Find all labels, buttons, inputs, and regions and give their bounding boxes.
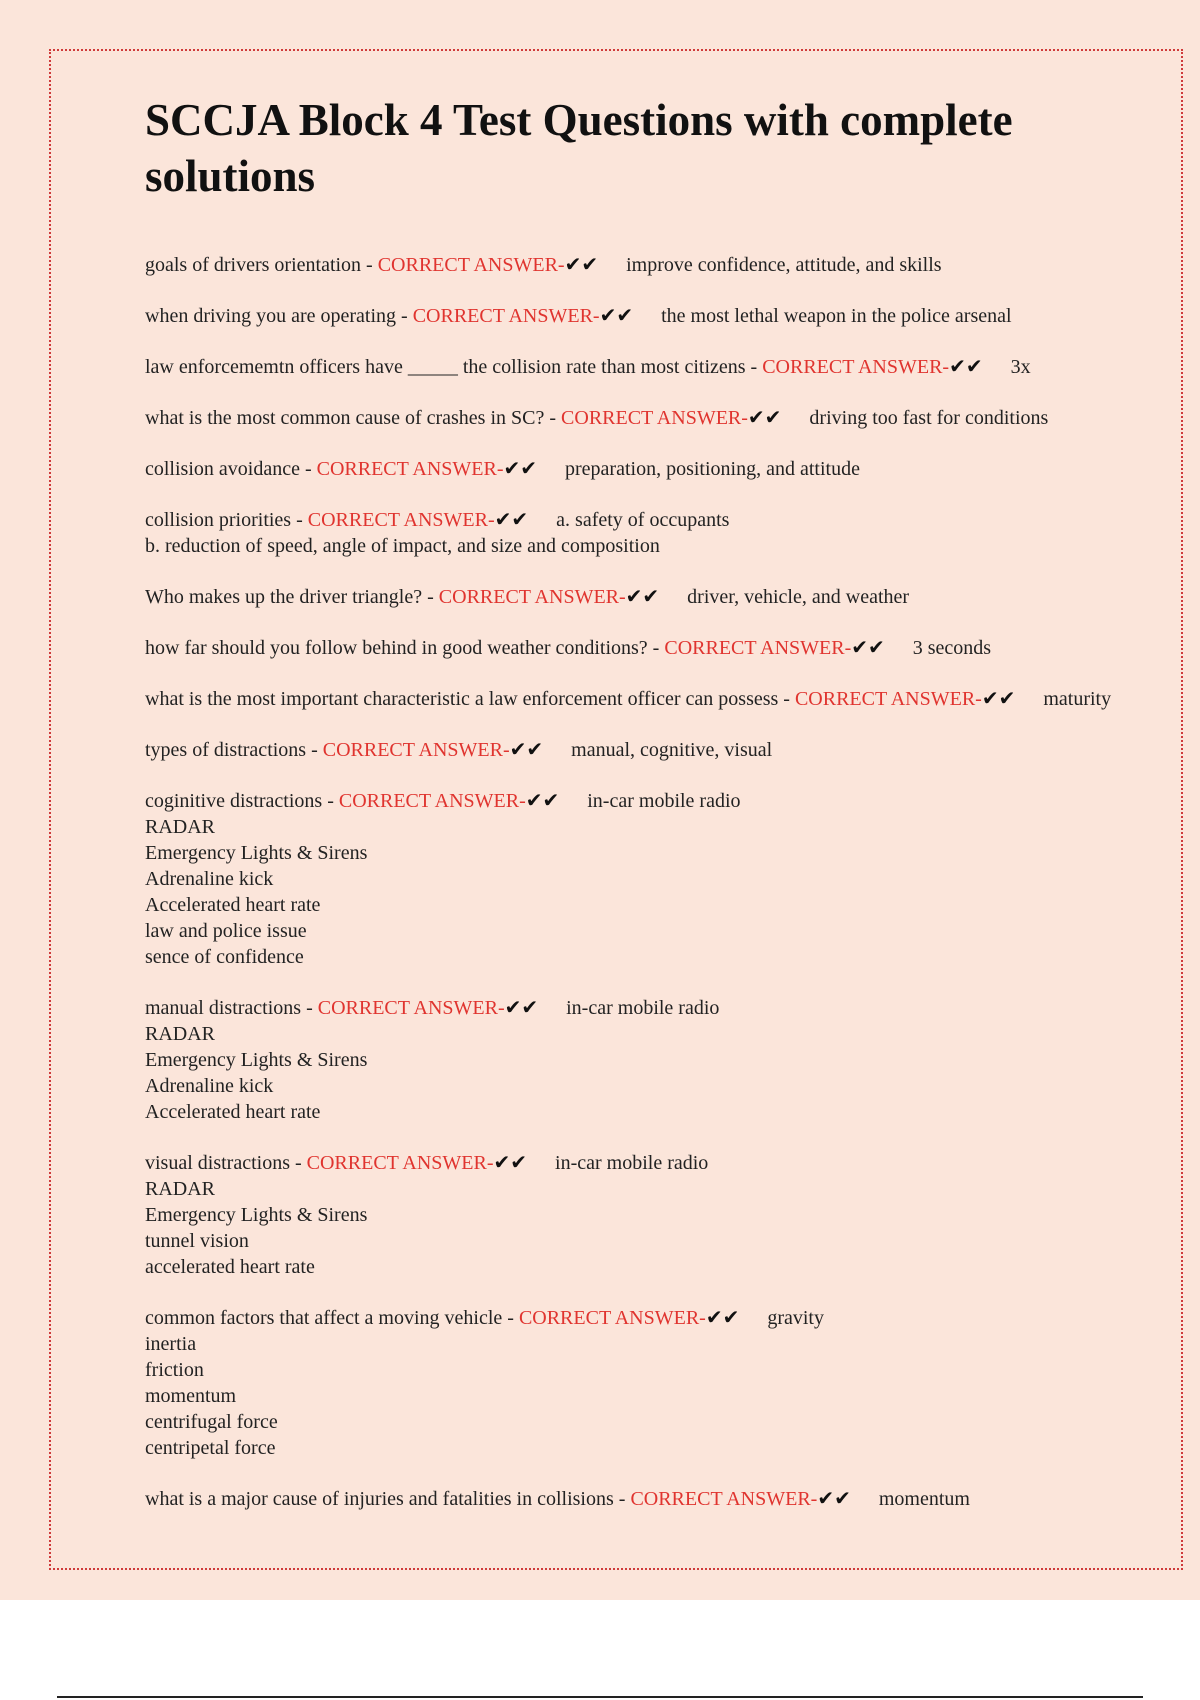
answer-line: Emergency Lights & Sirens <box>145 1049 368 1071</box>
qa-first-line <box>145 737 1155 763</box>
qa-item <box>145 584 1155 610</box>
qa-first-line <box>145 405 1155 431</box>
answer-line: Accelerated heart rate <box>145 1101 321 1123</box>
checkmark-icon: ✔✔ <box>625 586 660 608</box>
correct-answer-tag: CORRECT ANSWER- <box>438 586 626 608</box>
question-text: Who makes up the driver triangle? - <box>145 586 439 608</box>
qa-item <box>145 456 1155 482</box>
answer-line: accelerated heart rate <box>145 1256 315 1278</box>
correct-answer-tag: CORRECT ANSWER- <box>377 254 565 276</box>
qa-item <box>145 737 1155 763</box>
question-text: what is a major cause of injuries and fatalities in collisions - <box>145 1488 631 1510</box>
checkmark-icon: ✔✔ <box>564 254 599 276</box>
correct-answer-tag: CORRECT ANSWER- <box>630 1488 818 1510</box>
question-text: what is the most common cause of crashes in SC? - <box>145 407 562 429</box>
qa-first-line <box>145 252 1155 278</box>
answer-line: Emergency Lights & Sirens <box>145 1204 368 1226</box>
question-text: what is the most important characteristic a law enforcement officer can possess - <box>145 688 795 710</box>
answer-text: in-car mobile radio <box>555 1152 709 1174</box>
qa-first-line <box>145 1486 1155 1512</box>
correct-answer-tag: CORRECT ANSWER- <box>561 407 748 429</box>
correct-answer-tag: CORRECT ANSWER- <box>664 637 852 659</box>
qa-first-line <box>145 686 1155 712</box>
question-text: visual distractions - <box>145 1152 307 1174</box>
answer-text: preparation, positioning, and attitude <box>565 458 860 480</box>
answer-text: momentum <box>878 1488 970 1510</box>
checkmark-icon: ✔✔ <box>504 997 539 1019</box>
qa-first-line <box>145 354 1155 380</box>
answer-text: driving too fast for conditions <box>809 407 1049 429</box>
checkmark-icon: ✔✔ <box>503 458 538 480</box>
checkmark-icon: ✔✔ <box>599 305 634 327</box>
question-text: collision avoidance - <box>145 458 317 480</box>
checkmark-icon: ✔✔ <box>493 1152 528 1174</box>
answer-line: RADAR <box>145 1023 216 1045</box>
checkmark-icon: ✔✔ <box>509 739 544 761</box>
answer-line: inertia <box>145 1333 197 1355</box>
correct-answer-tag: CORRECT ANSWER- <box>338 790 526 812</box>
qa-first-line <box>145 1150 1155 1176</box>
qa-first-line <box>145 456 1155 482</box>
answer-line: momentum <box>145 1385 237 1407</box>
qa-first-line <box>145 1305 1155 1331</box>
qa-item <box>145 1486 1155 1512</box>
qa-item <box>145 686 1155 712</box>
checkmark-icon: ✔✔ <box>705 1307 740 1329</box>
correct-answer-tag: CORRECT ANSWER- <box>317 997 505 1019</box>
checkmark-icon: ✔✔ <box>494 509 529 531</box>
qa-item <box>145 995 1155 1125</box>
qa-item <box>145 788 1155 970</box>
qa-item <box>145 354 1155 380</box>
document-body <box>145 92 1155 1537</box>
document-title: SCCJA Block 4 Test Questions with complete solutions <box>145 95 1013 201</box>
question-text: collision priorities - <box>145 509 308 531</box>
qa-item <box>145 303 1155 329</box>
correct-answer-tag: CORRECT ANSWER- <box>307 509 495 531</box>
answer-line: Accelerated heart rate <box>145 894 321 916</box>
answer-text: maturity <box>1043 688 1112 710</box>
question-text: common factors that affect a moving vehicle - <box>145 1307 519 1329</box>
question-text: coginitive distractions - <box>145 790 339 812</box>
answer-text: in-car mobile radio <box>587 790 741 812</box>
correct-answer-tag: CORRECT ANSWER- <box>306 1152 494 1174</box>
correct-answer-tag: CORRECT ANSWER- <box>316 458 504 480</box>
qa-list <box>145 252 1155 1512</box>
qa-item <box>145 405 1155 431</box>
answer-text: driver, vehicle, and weather <box>687 586 910 608</box>
answer-line: friction <box>145 1359 204 1381</box>
correct-answer-tag: CORRECT ANSWER- <box>762 356 950 378</box>
checkmark-icon: ✔✔ <box>851 637 885 659</box>
answer-line: Adrenaline kick <box>145 868 274 890</box>
correct-answer-tag: CORRECT ANSWER- <box>794 688 982 710</box>
qa-first-line <box>145 507 1155 533</box>
question-text: law enforcememtn officers have _____ the collision rate than most citizens - <box>145 356 763 378</box>
answer-line: law and police issue <box>145 920 307 942</box>
correct-answer-tag: CORRECT ANSWER- <box>322 739 510 761</box>
qa-item <box>145 1150 1155 1280</box>
answer-line: centrifugal force <box>145 1411 278 1433</box>
answer-line: Emergency Lights & Sirens <box>145 842 368 864</box>
question-text: goals of drivers orientation - <box>145 254 378 276</box>
checkmark-icon: ✔✔ <box>817 1488 851 1510</box>
checkmark-icon: ✔✔ <box>949 356 983 378</box>
answer-text: improve confidence, attitude, and skills <box>626 254 942 276</box>
answer-text: 3 seconds <box>912 637 992 659</box>
answer-text: gravity <box>767 1307 824 1329</box>
answer-text: manual, cognitive, visual <box>571 739 773 761</box>
question-text: types of distractions - <box>145 739 323 761</box>
qa-item <box>145 1305 1155 1461</box>
qa-first-line <box>145 635 1155 661</box>
qa-first-line <box>145 303 1155 329</box>
answer-line: tunnel vision <box>145 1230 249 1252</box>
answer-line: b. reduction of speed, angle of impact, and size and composition <box>145 535 660 557</box>
answer-text: 3x <box>1010 356 1031 378</box>
answer-line: Adrenaline kick <box>145 1075 274 1097</box>
correct-answer-tag: CORRECT ANSWER- <box>412 305 600 327</box>
correct-answer-tag: CORRECT ANSWER- <box>518 1307 706 1329</box>
footer-rule <box>57 1696 1143 1698</box>
qa-first-line <box>145 788 1155 814</box>
answer-line: RADAR <box>145 816 216 838</box>
qa-first-line <box>145 584 1155 610</box>
qa-item <box>145 507 1155 559</box>
checkmark-icon: ✔✔ <box>747 407 782 429</box>
qa-item <box>145 635 1155 661</box>
answer-line: sence of confidence <box>145 946 304 968</box>
answer-text: in-car mobile radio <box>566 997 720 1019</box>
answer-line: RADAR <box>145 1178 216 1200</box>
answer-line: centripetal force <box>145 1437 276 1459</box>
question-text: manual distractions - <box>145 997 318 1019</box>
checkmark-icon: ✔✔ <box>981 688 1016 710</box>
checkmark-icon: ✔✔ <box>525 790 560 812</box>
answer-text: a. safety of occupants <box>556 509 730 531</box>
question-text: how far should you follow behind in good weather conditions? - <box>145 637 665 659</box>
question-text: when driving you are operating - <box>145 305 413 327</box>
qa-first-line <box>145 995 1155 1021</box>
qa-item <box>145 252 1155 278</box>
answer-text: the most lethal weapon in the police arsenal <box>661 305 1012 327</box>
